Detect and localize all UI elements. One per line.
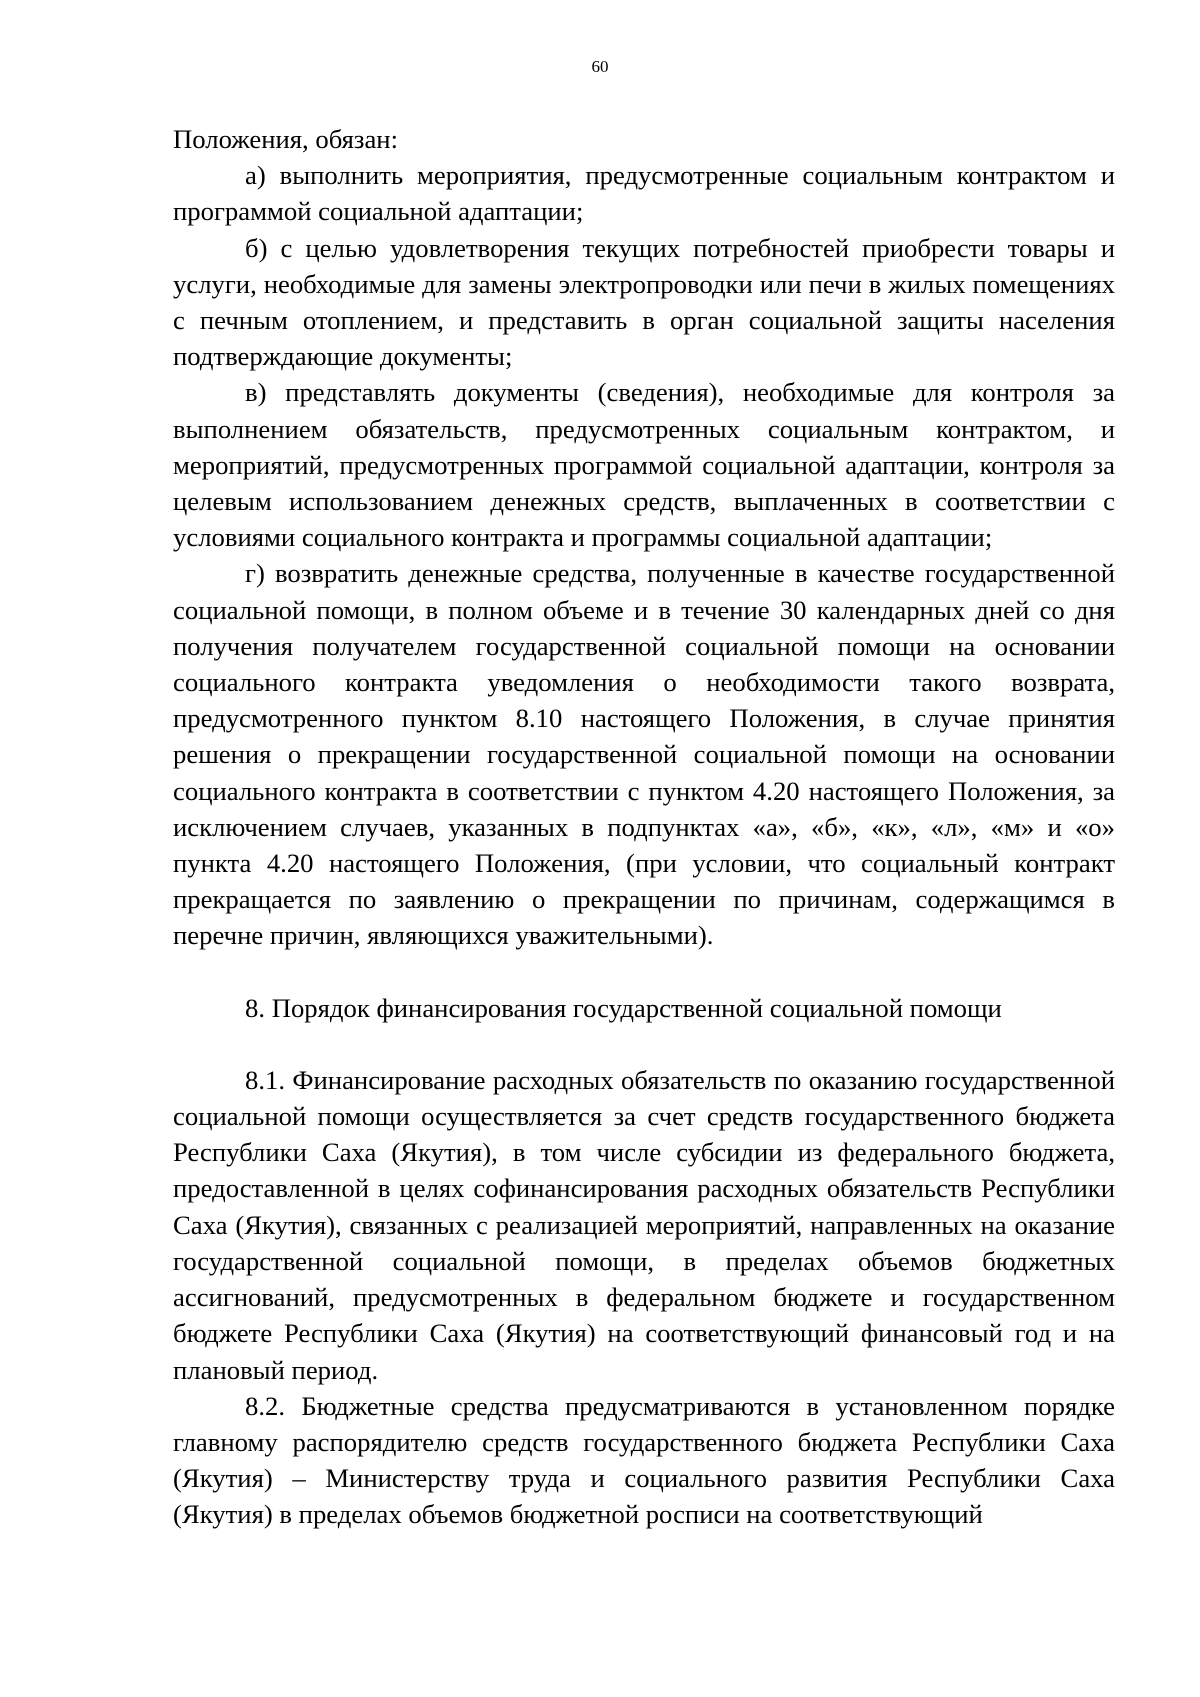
section-heading: 8. Порядок финансирования государственной социальной помощи [245, 992, 1002, 1023]
paragraph-8-2: 8.2. Бюджетные средства предусматриваются в установленном порядке главному распорядителю средств государственного бюджета Республики Саха (Якутия) – Министерству труда и социального развития Республики Саха (Якутия) в пределах объемов бюджетной росписи на соответствующий [173, 1390, 1115, 1530]
paragraph-8-1: 8.1. Финансирование расходных обязательств по оказанию государственной социальной помощи осуществляется за счет средств государственного бюджета Республики Саха (Якутия), в том числе субсидии из федерального бюджета, предоставленной в целях софинансирования расходных обязательств Республики Саха (Якутия), связанных с реализацией мероприятий, направленных на оказание государственной социальной помощи, в пределах объемов бюджетных ассигнований, предусмотренных в федеральном бюджете и государственном бюджете Республики Саха (Якутия) на соответствующий финансовый год и на плановый период. [173, 1064, 1115, 1385]
paragraph-item-g: г) возвратить денежные средства, полученные в качестве государственной социальной помощи, в полном объеме и в течение 30 календарных дней со дня получения получателем государственной социальной помощи на основании социального контракта уведомления о необходимости такого возврата, предусмотренного пунктом 8.10 настоящего Положения, в случае принятия решения о прекращении государственной социальной помощи на основании социального контракта в соответствии с пунктом 4.20 настоящего Положения, за исключением случаев, указанных в подпунктах «а», «б», «к», «л», «м» и «о» пункта 4.20 настоящего Положения, (при условии, что социальный контракт прекращается по заявлению о прекращении по причинам, содержащимся в перечне причин, являющихся уважительными). [173, 558, 1115, 951]
page-number: 60 [591, 57, 609, 76]
paragraph-item-v: в) представлять документы (сведения), необходимые для контроля за выполнением обязательств, предусмотренных социальным контрактом, и мероприятий, предусмотренных программой социальной адаптации, контроля за целевым использованием денежных средств, выплаченных в соответствии с условиями социального контракта и программы социальной адаптации; [173, 377, 1115, 553]
paragraph-item-b: б) с целью удовлетворения текущих потребностей приобрести товары и услуги, необходимые для замены электропроводки или печи в жилых помещениях с печным отоплением, и представить в орган социальной защиты населения подтверждающие документы; [173, 232, 1115, 372]
paragraph-continuation: Положения, обязан: [173, 124, 398, 154]
paragraph-item-a: а) выполнить мероприятия, предусмотренные социальным контрактом и программой социальной адаптации; [173, 160, 1115, 227]
document-body [173, 121, 1115, 1533]
